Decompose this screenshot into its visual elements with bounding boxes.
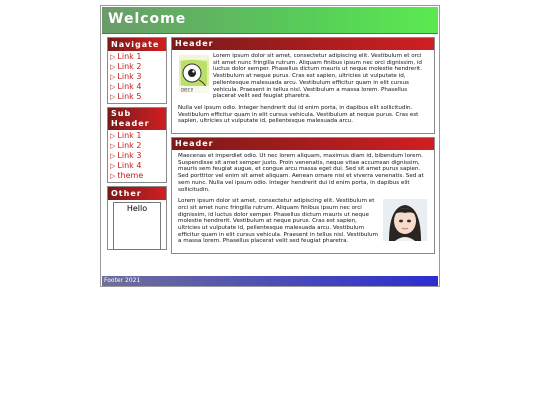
content-section-2 — [171, 137, 435, 254]
nav-link-2[interactable]: Link 2 — [117, 62, 142, 71]
section-2-paragraph-1: Maecenas et imperdiet odio. Ut nec lorem aliquam, maximus diam id, bibendum lorem. Suspendisse sit amet semper justo. Proin venenatis, neque vitae accumsan dignissim, mauris sem feugiat augue, et congue arcu massa eget dui. Sed sit amet purus sapien. Sed porttitor vel enim sit amet aliquam. Aenean ornare nisi et viverra venenatis. Sed at sem nunc. Nulla vel ipsum odio. Integer hendrerit dui id enim porta, in dapibus elit sollicitudin. — [178, 153, 424, 193]
sub-item[interactable] — [110, 131, 166, 141]
footer: Footer 2021 — [102, 276, 438, 286]
content-section-1 — [171, 37, 435, 134]
triangle-bullet-icon: ▷ — [110, 142, 116, 150]
subheader-heading: Sub Header — [108, 108, 166, 130]
sub-link-1[interactable]: Link 1 — [117, 131, 142, 140]
triangle-bullet-icon: ▷ — [110, 93, 116, 101]
section-2-paragraph-2: Lorem ipsum dolor sit amet, consectetur adipiscing elit. Vestibulum et orci sit amet nunc fringilla rutrum. Aliquam finibus ipsum nec orci dignissim, id luctus dolor semper. Phasellus dictum mauris ut neque molestie hendrerit. Vestibulum at neque purus. Cras est sapien, ultricies ut vulputate id, pellentesque malesuada arcu. Vestibulum efficitur quam in elit cursus vehicula. Praesent in tellus nisl. Vestibulum a massa lorem. Phasellus placerat velit sed feugiat pharetra. — [178, 198, 378, 245]
nav-item[interactable] — [110, 72, 166, 82]
triangle-bullet-icon: ▷ — [110, 73, 116, 81]
site-banner — [102, 7, 438, 34]
sub-link-theme[interactable]: theme — [117, 171, 144, 180]
page-container — [100, 5, 440, 287]
section-2-heading: Header — [172, 138, 434, 150]
cartoon-eye-image — [179, 55, 209, 93]
section-1-paragraph-2: Nulla vel ipsum odio. Integer hendrerit dui id enim porta, in dapibus elit sollicitudin. Vestibulum efficitur quam in elit cursus vehicula. Vestibulum at neque purus. Cras est sapien, ultricies ut vulputate id, pellentesque malesuada arcu. — [178, 104, 419, 125]
section-1-heading: Header — [172, 38, 434, 50]
section-1-paragraph-1: Lorem ipsum dolor sit amet, consectetur adipiscing elit. Vestibulum et orci sit amet nunc fringilla rutrum. Aliquam finibus ipsum nec orci dignissim, id luctus dolor semper. Phasellus dictum mauris ut neque molestie hendrerit. Vestibulum at neque purus. Cras est sapien, ultricies ut vulputate id, pellentesque malesuada arcu. Vestibulum efficitur quam in elit cursus vehicula. Praesent in tellus nisl. Vestibulum a massa lorem. Phasellus placerat velit sed feugiat pharetra. — [213, 53, 423, 100]
hello-textarea[interactable]: Hello — [113, 202, 161, 250]
navigate-list — [108, 51, 166, 103]
subheader-list — [108, 130, 166, 182]
sub-item[interactable] — [110, 141, 166, 151]
main-content — [171, 37, 435, 257]
anime-girl-image — [383, 199, 427, 241]
nav-item[interactable] — [110, 62, 166, 72]
sub-link-4[interactable]: Link 4 — [117, 161, 142, 170]
sub-item[interactable] — [110, 161, 166, 171]
site-title: Welcome — [108, 11, 187, 27]
nav-link-1[interactable]: Link 1 — [117, 52, 142, 61]
other-heading: Other — [108, 187, 166, 200]
triangle-bullet-icon: ▷ — [110, 53, 116, 61]
other-box — [107, 186, 167, 250]
navigate-box — [107, 37, 167, 104]
nav-item[interactable] — [110, 82, 166, 92]
sub-link-2[interactable]: Link 2 — [117, 141, 142, 150]
navigate-heading: Navigate — [108, 38, 166, 51]
sub-item[interactable] — [110, 171, 166, 181]
section-2-body — [172, 150, 434, 253]
triangle-bullet-icon: ▷ — [110, 63, 116, 71]
subheader-box — [107, 107, 167, 183]
triangle-bullet-icon: ▷ — [110, 152, 116, 160]
nav-link-3[interactable]: Link 3 — [117, 72, 142, 81]
sub-item[interactable] — [110, 151, 166, 161]
nav-item[interactable] — [110, 92, 166, 102]
triangle-bullet-icon: ▷ — [110, 83, 116, 91]
triangle-bullet-icon: ▷ — [110, 172, 116, 180]
left-sidebar — [107, 37, 167, 253]
nav-item[interactable] — [110, 52, 166, 62]
triangle-bullet-icon: ▷ — [110, 132, 116, 140]
image-caption: DIECI! — [181, 87, 194, 93]
triangle-bullet-icon: ▷ — [110, 162, 116, 170]
sub-link-3[interactable]: Link 3 — [117, 151, 142, 160]
section-1-body — [172, 50, 434, 133]
nav-link-5[interactable]: Link 5 — [117, 92, 142, 101]
nav-link-4[interactable]: Link 4 — [117, 82, 142, 91]
